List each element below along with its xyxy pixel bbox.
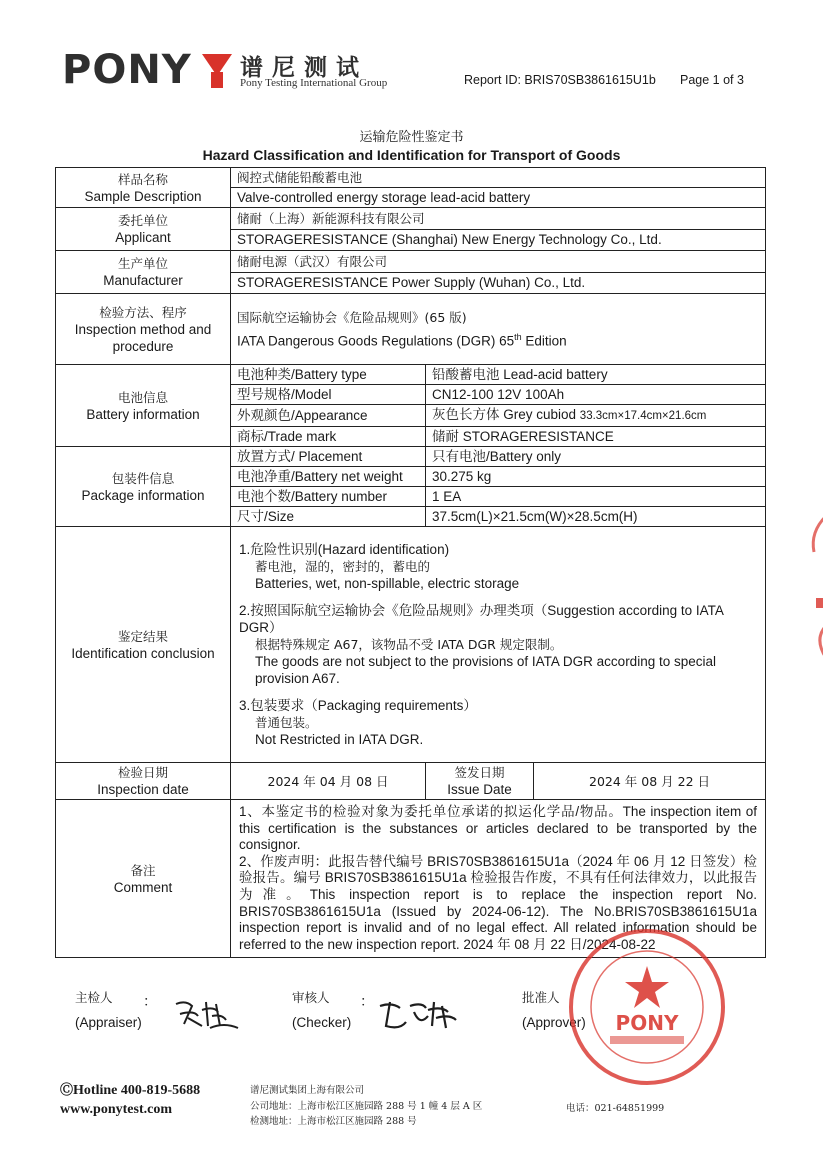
conclusion-item1-title: 1.危险性识别(Hazard identification) [239, 542, 450, 557]
report-id: Report ID: BRIS70SB3861615U1b [464, 73, 656, 87]
package-value: 1 EA [426, 487, 766, 507]
svg-text:PONY: PONY [615, 1011, 679, 1035]
battery-key: 外观颜色/Appearance [231, 405, 426, 427]
footer-company: 谱尼测试集团上海有限公司 [250, 1085, 365, 1096]
conclusion-item2-title: 2.按照国际航空运输协会《危险品规则》办理类项（Suggestion according to IATA DGR） [239, 603, 724, 635]
battery-key: 电池种类/Battery type [231, 365, 426, 385]
inspection-date-label: 检验日期 Inspection date [56, 763, 231, 800]
footer-addresses [250, 1083, 482, 1130]
pony-logo: PONY [62, 47, 192, 93]
applicant-value-cn: 储耐（上海）新能源科技有限公司 [231, 208, 766, 230]
logo-english-name: Pony Testing International Group [240, 77, 388, 89]
package-value: 只有电池/Battery only [426, 447, 766, 467]
comment-paragraph-1: 1、本鉴定书的检验对象为委托单位承诺的拟运化学品/物品。The inspection item of this certification is the substances or articles declared to be transported by the consignor. [239, 804, 757, 853]
hotline: Hotline 400-819-5688 [73, 1083, 201, 1098]
footer-lab-address: 检测地址：上海市松江区施园路 288 号 [250, 1116, 417, 1127]
report-table [55, 167, 766, 958]
manufacturer-value-en: STORAGERESISTANCE Power Supply (Wuhan) Co., Ltd. [231, 272, 766, 294]
approver-label: 批准人 (Approver) [522, 990, 586, 1030]
conclusion-item3-title: 3.包装要求（Packaging requirements） [239, 698, 477, 713]
applicant-label: 委托单位 Applicant [56, 208, 231, 251]
package-label: 包装件信息 Package information [56, 447, 231, 527]
package-key: 尺寸/Size [231, 507, 426, 527]
package-key: 电池个数/Battery number [231, 487, 426, 507]
applicant-value-en: STORAGERESISTANCE (Shanghai) New Energy Technology Co., Ltd. [231, 229, 766, 251]
battery-value: 铅酸蓄电池 Lead-acid battery [426, 365, 766, 385]
package-value: 37.5cm(L)×21.5cm(W)×28.5cm(H) [426, 507, 766, 527]
package-key: 放置方式/ Placement [231, 447, 426, 467]
battery-value: 灰色长方体 Grey cubiod 33.3cm×17.4cm×21.6cm [426, 405, 766, 427]
issue-date-label: 签发日期 Issue Date [426, 763, 534, 800]
battery-key: 商标/Trade mark [231, 427, 426, 447]
dates-row [56, 763, 766, 800]
battery-label: 电池信息 Battery information [56, 365, 231, 447]
method-value: 国际航空运输协会《危险品规则》(65 版) IATA Dangerous Goods Regulations (DGR) 65th Edition [231, 294, 766, 365]
appraiser-signature [172, 996, 244, 1032]
package-row [56, 447, 766, 467]
checker-signature [376, 996, 466, 1032]
checker-colon: ： [360, 993, 374, 1009]
footer-contact [60, 1080, 200, 1119]
applicant-row-cn [56, 208, 766, 230]
conclusion-item1-en: Batteries, wet, non-spillable, electric storage [255, 576, 520, 591]
appraiser-label: 主检人 (Appraiser) [75, 990, 142, 1030]
title-chinese: 运输危险性鉴定书 [359, 130, 464, 145]
sample-value-en: Valve-controlled energy storage lead-acid battery [231, 188, 766, 208]
appraiser-colon: ： [143, 993, 157, 1009]
conclusion-label: 鉴定结果 Identification conclusion [56, 527, 231, 763]
conclusion-row [56, 527, 766, 763]
method-label: 检验方法、程序 Inspection method and procedure [56, 294, 231, 365]
conclusion-body [231, 527, 766, 763]
conclusion-item3-en: Not Restricted in IATA DGR. [255, 732, 424, 747]
battery-row [56, 365, 766, 385]
footer-company-address: 公司地址：上海市松江区施园路 288 号 1 幢 4 层 A 区 [250, 1100, 483, 1112]
website: www.ponytest.com [60, 1102, 172, 1117]
conclusion-item3-cn: 普通包装。 [255, 715, 318, 730]
conclusion-item2-cn: 根据特殊规定 A67，该物品不受 IATA DGR 规定限制。 [255, 637, 563, 652]
comment-label: 备注 Comment [56, 800, 231, 958]
conclusion-item1-cn: 蓄电池，湿的，密封的，蓄电的 [255, 559, 431, 574]
sample-label: 样品名称 Sample Description [56, 168, 231, 208]
comment-paragraph-2: 2、作废声明：此报告替代编号 BRIS70SB3861615U1a（2024 年 06 月 12 日签发）检验报告。编号 BRIS70SB3861615U1a 检验报告作废，不具有任何法律效力，以此报告为准。This inspection report is to replace the inspection report No. BRIS70SB3861615U1a (Issued by 2024-06-12). The No.BRIS70SB3861615U1a inspection report is invalid and of no legal effect. All related information should be referred to the new inspection report. 2024 年 08 月 22 日/2024-08-22 [239, 853, 757, 952]
company-seal [566, 926, 728, 1088]
manufacturer-value-cn: 储耐电源（武汉）有限公司 [231, 251, 766, 273]
footer-telephone: 电话：021-64851999 [566, 1103, 665, 1114]
method-row [56, 294, 766, 365]
logo-red-stem [211, 72, 223, 88]
sample-row-cn [56, 168, 766, 188]
package-key: 电池净重/Battery net weight [231, 467, 426, 487]
title-english: Hazard Classification and Identification for Transport of Goods [202, 147, 621, 163]
copyright-icon: Ⓒ [60, 1082, 74, 1097]
page-number: Page 1 of 3 [680, 73, 744, 87]
battery-value: CN12-100 12V 100Ah [426, 385, 766, 405]
inspection-date-value: 2024 年 04 月 08 日 [231, 763, 426, 800]
logo-chinese-name: 谱尼测试 [240, 54, 368, 81]
edge-seal-fragment [804, 512, 823, 662]
sample-value-cn: 阀控式储能铅酸蓄电池 [231, 168, 766, 188]
battery-key: 型号规格/Model [231, 385, 426, 405]
issue-date-value: 2024 年 08 月 22 日 [534, 763, 766, 800]
manufacturer-row-cn [56, 251, 766, 273]
package-value: 30.275 kg [426, 467, 766, 487]
manufacturer-label: 生产单位 Manufacturer [56, 251, 231, 294]
battery-value: 储耐 STORAGERESISTANCE [426, 427, 766, 447]
checker-label: 审核人 (Checker) [292, 990, 352, 1030]
conclusion-item2-en: The goods are not subject to the provisions of IATA DGR according to special provision A67. [255, 654, 716, 686]
